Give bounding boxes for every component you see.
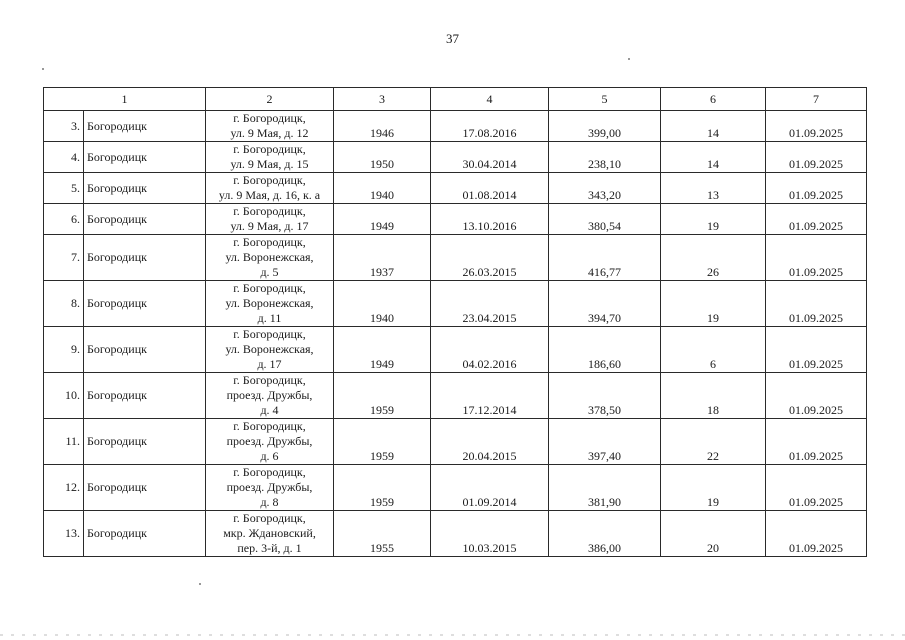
year-cell: 1959	[334, 419, 431, 465]
header-row	[44, 88, 867, 111]
header-col-5: 5	[549, 88, 661, 111]
city-cell: Богородицк	[84, 465, 206, 511]
row-number: 12.	[44, 465, 84, 511]
address-cell: г. Богородицк, ул. Воронежская, д. 11	[206, 281, 334, 327]
date-cell: 17.08.2016	[431, 111, 549, 142]
year-cell: 1955	[334, 511, 431, 557]
city-cell: Богородицк	[84, 142, 206, 173]
area-cell: 416,77	[549, 235, 661, 281]
area-cell: 378,50	[549, 373, 661, 419]
year-cell: 1949	[334, 204, 431, 235]
address-cell: г. Богородицк, ул. 9 Мая, д. 17	[206, 204, 334, 235]
year-cell: 1950	[334, 142, 431, 173]
area-cell: 381,90	[549, 465, 661, 511]
year-cell: 1959	[334, 465, 431, 511]
address-cell: г. Богородицк, ул. 9 Мая, д. 15	[206, 142, 334, 173]
header-col-6: 6	[661, 88, 766, 111]
table-row	[44, 142, 867, 173]
scan-speck	[199, 583, 201, 585]
date-cell: 20.04.2015	[431, 419, 549, 465]
row-number: 6.	[44, 204, 84, 235]
residents-cell: 6	[661, 327, 766, 373]
row-number: 7.	[44, 235, 84, 281]
table-row	[44, 419, 867, 465]
row-number: 4.	[44, 142, 84, 173]
header-col-7: 7	[766, 88, 867, 111]
row-number: 3.	[44, 111, 84, 142]
planned-date-cell: 01.09.2025	[766, 465, 867, 511]
row-number: 11.	[44, 419, 84, 465]
planned-date-cell: 01.09.2025	[766, 511, 867, 557]
year-cell: 1940	[334, 173, 431, 204]
address-cell: г. Богородицк, ул. Воронежская, д. 5	[206, 235, 334, 281]
address-cell: г. Богородицк, проезд. Дружбы, д. 8	[206, 465, 334, 511]
table-row	[44, 373, 867, 419]
date-cell: 01.08.2014	[431, 173, 549, 204]
planned-date-cell: 01.09.2025	[766, 235, 867, 281]
table-row	[44, 111, 867, 142]
area-cell: 397,40	[549, 419, 661, 465]
area-cell: 343,20	[549, 173, 661, 204]
residents-cell: 14	[661, 111, 766, 142]
table-row	[44, 511, 867, 557]
area-cell: 380,54	[549, 204, 661, 235]
city-cell: Богородицк	[84, 511, 206, 557]
planned-date-cell: 01.09.2025	[766, 373, 867, 419]
row-number: 8.	[44, 281, 84, 327]
page-number: 37	[446, 31, 459, 46]
residents-cell: 19	[661, 281, 766, 327]
address-cell: г. Богородицк, проезд. Дружбы, д. 6	[206, 419, 334, 465]
planned-date-cell: 01.09.2025	[766, 111, 867, 142]
table-row	[44, 327, 867, 373]
date-cell: 30.04.2014	[431, 142, 549, 173]
area-cell: 238,10	[549, 142, 661, 173]
year-cell: 1940	[334, 281, 431, 327]
address-cell: г. Богородицк, ул. Воронежская, д. 17	[206, 327, 334, 373]
area-cell: 186,60	[549, 327, 661, 373]
header-col-2: 2	[206, 88, 334, 111]
city-cell: Богородицк	[84, 373, 206, 419]
residents-cell: 13	[661, 173, 766, 204]
header-col-3: 3	[334, 88, 431, 111]
header-col-1: 1	[44, 88, 206, 111]
table-row	[44, 465, 867, 511]
row-number: 5.	[44, 173, 84, 204]
table-row	[44, 204, 867, 235]
city-cell: Богородицк	[84, 327, 206, 373]
residents-cell: 20	[661, 511, 766, 557]
table-body	[44, 111, 867, 557]
table-header	[44, 88, 867, 111]
area-cell: 386,00	[549, 511, 661, 557]
residents-cell: 19	[661, 204, 766, 235]
table-row	[44, 281, 867, 327]
date-cell: 04.02.2016	[431, 327, 549, 373]
planned-date-cell: 01.09.2025	[766, 142, 867, 173]
year-cell: 1946	[334, 111, 431, 142]
date-cell: 23.04.2015	[431, 281, 549, 327]
residents-cell: 19	[661, 465, 766, 511]
housing-registry-table	[43, 87, 867, 557]
city-cell: Богородицк	[84, 204, 206, 235]
row-number: 9.	[44, 327, 84, 373]
residents-cell: 14	[661, 142, 766, 173]
header-col-4: 4	[431, 88, 549, 111]
area-cell: 399,00	[549, 111, 661, 142]
row-number: 10.	[44, 373, 84, 419]
area-cell: 394,70	[549, 281, 661, 327]
planned-date-cell: 01.09.2025	[766, 281, 867, 327]
planned-date-cell: 01.09.2025	[766, 327, 867, 373]
city-cell: Богородицк	[84, 419, 206, 465]
city-cell: Богородицк	[84, 235, 206, 281]
residents-cell: 22	[661, 419, 766, 465]
address-cell: г. Богородицк, мкр. Ждановский, пер. 3-й, д. 1	[206, 511, 334, 557]
year-cell: 1949	[334, 327, 431, 373]
planned-date-cell: 01.09.2025	[766, 419, 867, 465]
table-row	[44, 173, 867, 204]
address-cell: г. Богородицк, проезд. Дружбы, д. 4	[206, 373, 334, 419]
date-cell: 17.12.2014	[431, 373, 549, 419]
city-cell: Богородицк	[84, 281, 206, 327]
date-cell: 26.03.2015	[431, 235, 549, 281]
residents-cell: 18	[661, 373, 766, 419]
year-cell: 1937	[334, 235, 431, 281]
scan-speck	[628, 58, 630, 60]
scan-speck	[42, 68, 44, 70]
scan-artifact-line	[0, 634, 905, 636]
city-cell: Богородицк	[84, 173, 206, 204]
planned-date-cell: 01.09.2025	[766, 173, 867, 204]
residents-cell: 26	[661, 235, 766, 281]
table-row	[44, 235, 867, 281]
row-number: 13.	[44, 511, 84, 557]
address-cell: г. Богородицк, ул. 9 Мая, д. 16, к. а	[206, 173, 334, 204]
date-cell: 01.09.2014	[431, 465, 549, 511]
date-cell: 10.03.2015	[431, 511, 549, 557]
date-cell: 13.10.2016	[431, 204, 549, 235]
city-cell: Богородицк	[84, 111, 206, 142]
address-cell: г. Богородицк, ул. 9 Мая, д. 12	[206, 111, 334, 142]
planned-date-cell: 01.09.2025	[766, 204, 867, 235]
year-cell: 1959	[334, 373, 431, 419]
